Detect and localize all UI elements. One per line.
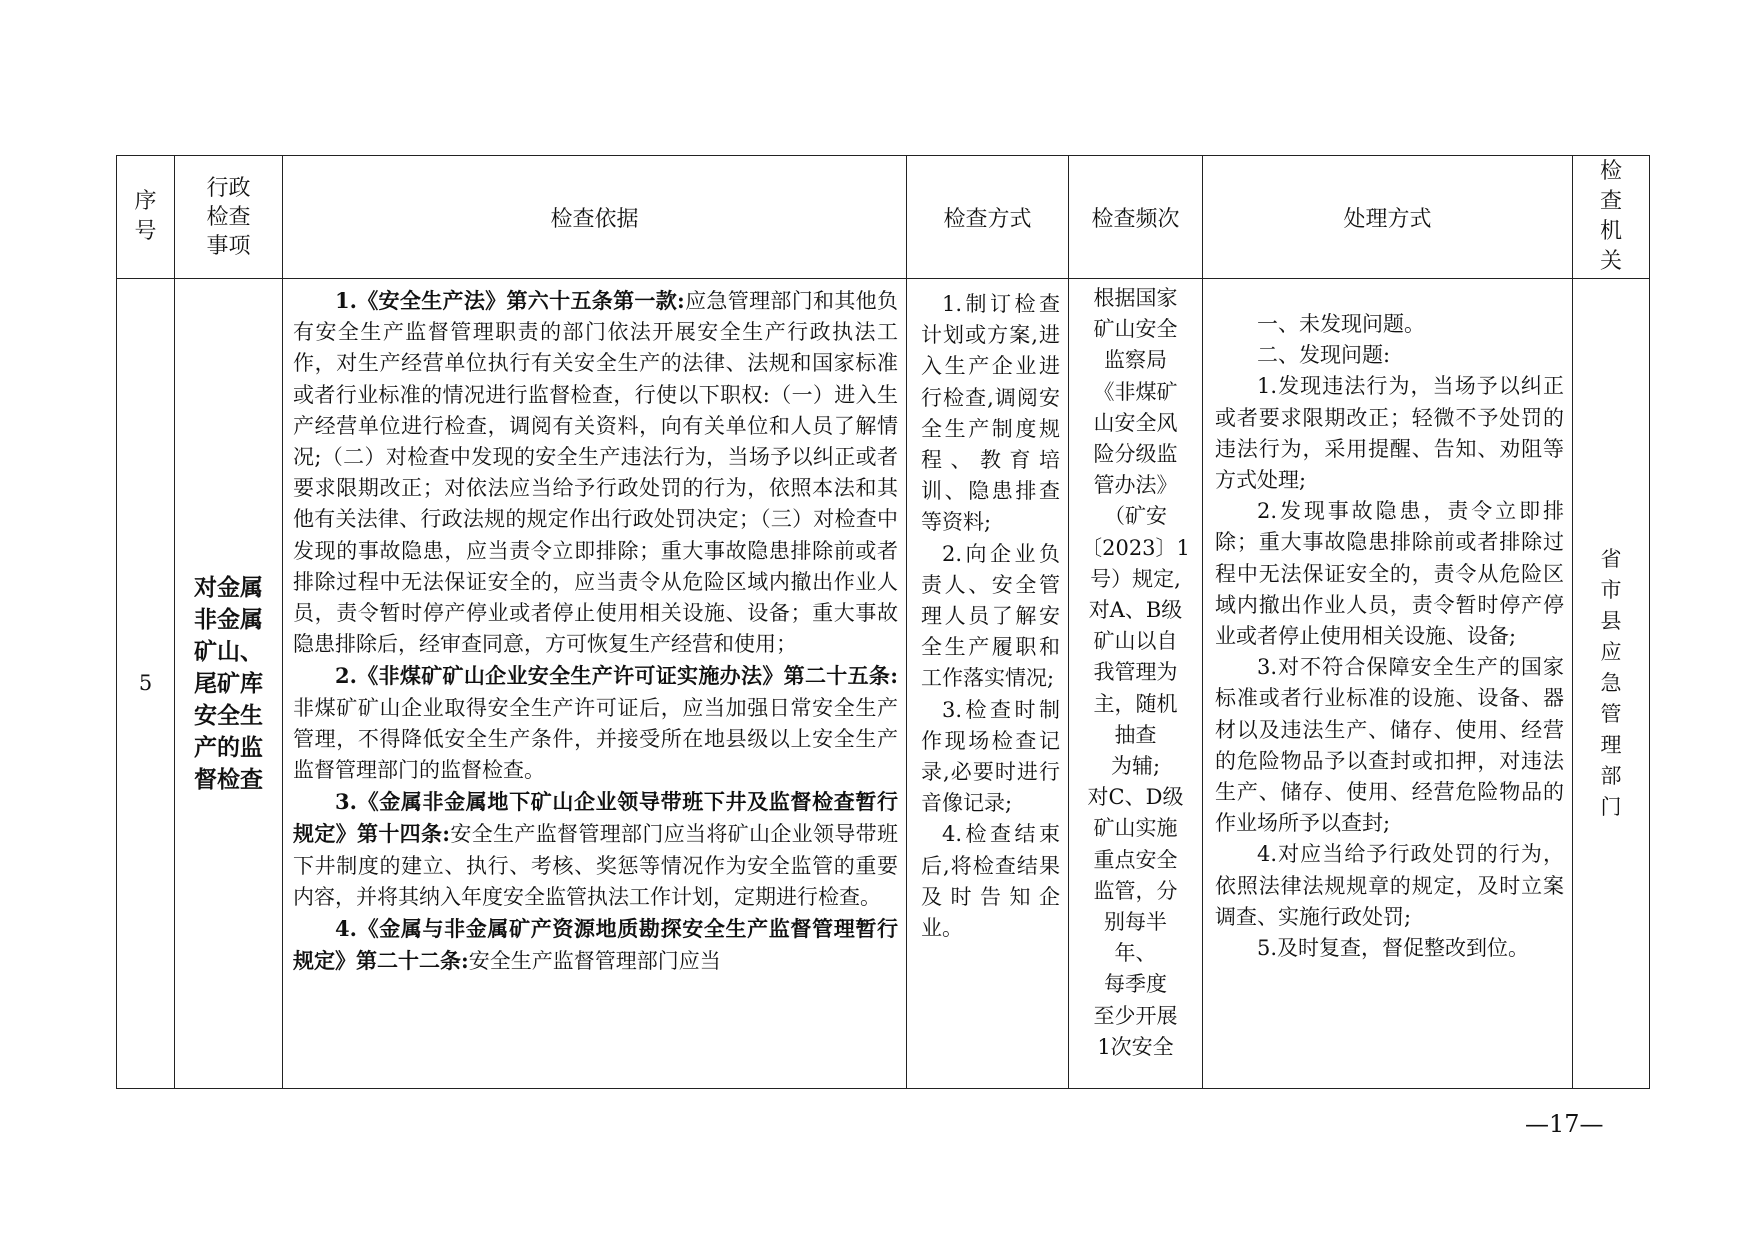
frequency-line: 至少开展 <box>1093 1003 1178 1028</box>
frequency-line: 我管理为 <box>1093 660 1178 685</box>
cell-org: 省 市 县 应 急 管 理 部 门 <box>1573 279 1650 1089</box>
cell-seq: 5 <box>117 279 175 1089</box>
method-item: 4.检查结束后,将检查结果及时告知企业。 <box>921 822 1060 941</box>
header-org: 检 查 机 关 <box>1573 156 1650 279</box>
inspection-table <box>116 155 1650 1089</box>
frequency-line: 山安全风 <box>1093 410 1178 435</box>
handling-item: 2.发现事故隐患，责令立即排除；重大事故隐患排除前或者排除过程中无法保证安全的，责令从危险区域内撤出作业人员，责令暂时停产停业或者停止使用相关设施、设备; <box>1215 499 1564 649</box>
frequency-line: 《非煤矿 <box>1093 379 1178 404</box>
handling-item: 5.及时复查，督促整改到位。 <box>1257 936 1530 961</box>
frequency-line: 监管，分 <box>1093 878 1178 903</box>
frequency-line: 〔2023〕1 <box>1081 535 1190 560</box>
frequency-line: 矿山实施 <box>1093 816 1178 841</box>
cell-method <box>907 279 1069 1089</box>
frequency-line: 对A、B级 <box>1088 598 1183 623</box>
header-item: 行政 检查 事项 <box>175 156 283 279</box>
handling-item: 3.对不符合保障安全生产的国家标准或者行业标准的设施、设备、器材以及违法生产、储存、使用、经营的危险物品予以查封或扣押，对违法生产、储存、使用、经营危险物品的作业场所予以查封; <box>1215 655 1564 836</box>
method-item: 3.检查时制作现场检查记录,必要时进行音像记录; <box>921 697 1060 816</box>
basis-item: 3.《金属非金属地下矿山企业领导带班下井及监督检查暂行规定》第十四条:安全生产监督管理部门应当将矿山企业领导带班下井制度的建立、执行、考核、奖惩等情况作为安全监管的重要内容，并将其纳入年度安全监管执法工作计划，定期进行检查。 <box>293 789 898 909</box>
cell-frequency <box>1069 279 1203 1089</box>
frequency-line: 为辅; <box>1110 754 1161 779</box>
header-basis: 检查依据 <box>283 156 907 279</box>
frequency-line: 监察局 <box>1104 348 1167 373</box>
frequency-line: （矿安 <box>1104 504 1167 529</box>
basis-item: 2.《非煤矿矿山企业安全生产许可证实施办法》第二十五条:非煤矿矿山企业取得安全生产许可证后，应当加强日常安全生产管理，不得降低安全生产条件，并接受所在地县级以上安全生产监督管理部门的监督检查。 <box>293 663 898 783</box>
frequency-line: 矿山以自 <box>1093 629 1178 654</box>
frequency-line: 管办法》 <box>1093 473 1178 498</box>
cell-basis <box>283 279 907 1089</box>
frequency-line: 主，随机 <box>1093 691 1178 716</box>
frequency-line: 根据国家 <box>1093 286 1178 310</box>
method-item: 2.向企业负责人、安全管理人员了解安全生产履职和工作落实情况; <box>921 541 1060 691</box>
frequency-line: 别每半 <box>1104 910 1167 935</box>
header-seq: 序 号 <box>117 156 175 279</box>
handling-item: 4.对应当给予行政处罚的行为，依照法律法规规章的规定，及时立案调查、实施行政处罚; <box>1215 842 1564 929</box>
cell-item: 对金属 非金属 矿山、 尾矿库 安全生 产的监 督检查 <box>175 279 283 1089</box>
handling-item: 1.发现违法行为，当场予以纠正或者要求限期改正；轻微不予处罚的违法行为，采用提醒、告知、劝阻等方式处理; <box>1215 374 1564 493</box>
page-number: —17— <box>1525 1110 1604 1138</box>
method-item: 1.制订检查计划或方案,进入生产企业进行检查,调阅安全生产制度规程、教育培训、隐患排查等资料; <box>921 292 1060 535</box>
frequency-line: 年、 <box>1114 941 1157 966</box>
frequency-line: 重点安全 <box>1093 847 1178 872</box>
header-handling: 处理方式 <box>1203 156 1573 279</box>
basis-item: 1.《安全生产法》第六十五条第一款:应急管理部门和其他负有安全生产监督管理职责的部门依法开展安全生产行政执法工作，对生产经营单位执行有关安全生产的法律、法规和国家标准或者行业标准的情况进行监督检查，行使以下职权:（一）进入生产经营单位进行检查，调阅有关资料，向有关单位和人员了解情况;（二）对检查中发现的安全生产违法行为，当场予以纠正或者要求限期改正；对依法应当给予行政处罚的行为，依照本法和其他有关法律、行政法规的规定作出行政处罚决定；（三）对检查中发现的事故隐患，应当责令立即排除；重大事故隐患排除前或者排除过程中无法保证安全的，应当责令从危险区域内撤出作业人员，责令暂时停产停业或者停止使用相关设施、设备；重大事故隐患排除后，经审查同意，方可恢复生产经营和使用； <box>293 288 898 657</box>
header-row <box>117 156 1650 279</box>
frequency-line: 矿山安全 <box>1093 317 1178 342</box>
frequency-line: 险分级监 <box>1093 442 1178 467</box>
header-frequency: 检查频次 <box>1069 156 1203 279</box>
table-row <box>117 279 1650 1089</box>
header-method: 检查方式 <box>907 156 1069 279</box>
frequency-line: 对C、D级 <box>1087 785 1184 810</box>
frequency-line: 抽查 <box>1114 722 1157 747</box>
frequency-line: 每季度 <box>1104 972 1167 997</box>
frequency-line: 号）规定, <box>1090 566 1181 591</box>
basis-item: 4.《金属与非金属矿产资源地质勘探安全生产监督管理暂行规定》第二十二条:安全生产监督管理部门应当 <box>293 916 898 974</box>
handling-item: 二、发现问题: <box>1257 343 1391 368</box>
handling-item: 一、未发现问题。 <box>1257 312 1425 336</box>
cell-handling <box>1203 279 1573 1089</box>
frequency-line: 1次安全 <box>1097 1034 1174 1059</box>
